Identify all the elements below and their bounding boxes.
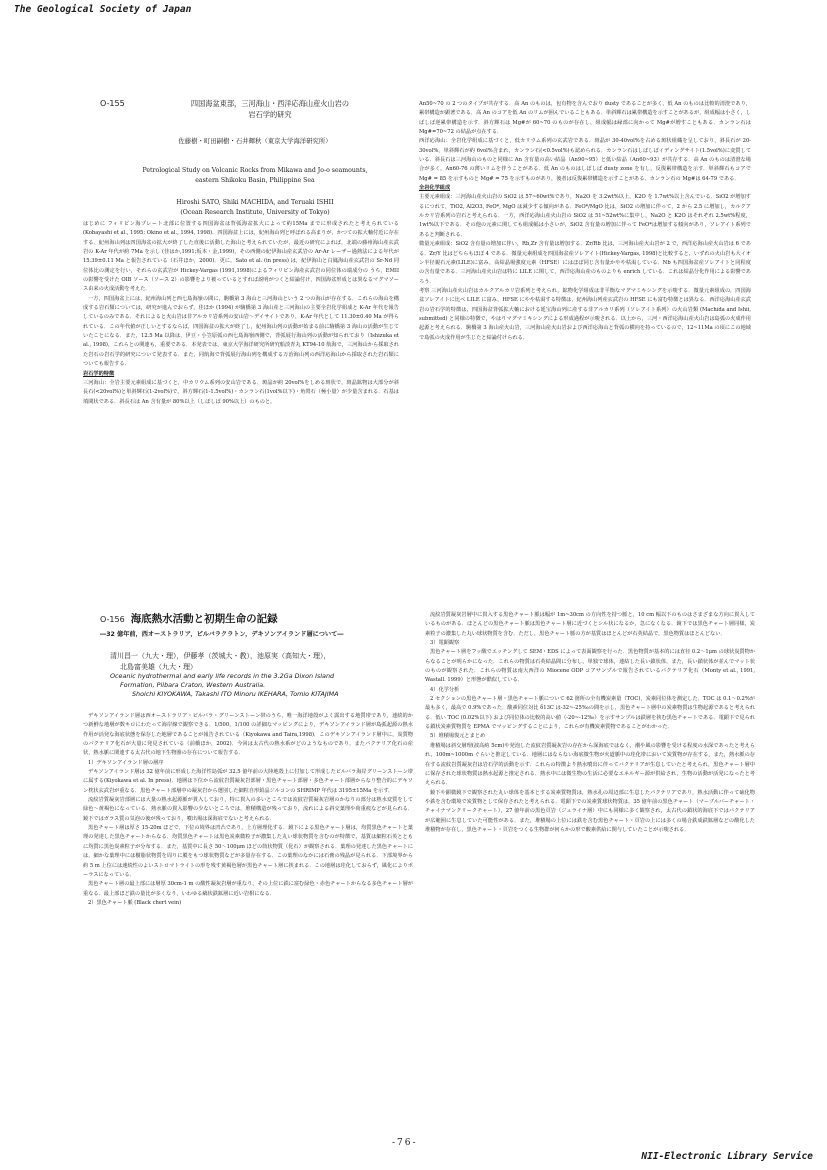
o156-authors-en: Shoichi KIYOKAWA, Takashi ITO Minoru IKEHARA, Tomio KITAJIMA xyxy=(132,690,339,698)
o156-subheading: 5）堆積場復元とまとめ xyxy=(430,733,486,740)
o155-paragraph: 一方，四国海盆上には，紀州海山列と西七島海嶺の間に，駒橋第 3 海山と三河海山という 2 つの海山が存在する．これらの海山を構成する岩石類については，研究が進んでおらず，佳ほか (1994) が駒橋第 3 海山産と三河海山の主要全岩化学組成と K-Ar 年代を報告しているのみである．それによると火山岩は非アルカリ岩系列の安山岩～デイサイトであり，K-Ar 年代として 11.30±0.40 Ma が得られている．この年代値が正しいとするならば，四国海盆の拡大が終了し，紀州海山列の活動が始まる前に駒橋第 3 海山の活動が生じていたことになる．また，12.5 Ma 以降は，伊豆・小笠原弧の西七島海嶺西側で，背弧展行海山列の活動が知られており（Ishizuka et al., 1998)，これらとの関連も，重要である．本発表では，東京大学海洋研究所研究船淡青丸 KT94-10 航海で，三河海山から採取された岩石の岩石学的研究について発表する．また，同航海で背弧展行海山列を構成する万治海山列の西洋応海山から採取された岩石類についても報告する． xyxy=(83,295,399,368)
o155-paragraph: An50~70 の 2 つのタイプが共存する．高 An のものは，包有物を含んでおり dusty であることが多く，低 An のものは比較的清澄であり，累帯構造が顕著である．高 An のコアを低 An のリムが囲んでいることもある．単斜輝石は累帯構造を示すことがあるが，組成幅は小さく，しばしば逆累帯構造を示す．斜方輝石は Mg#が 60~70 のものが存在し，組成幅は縁部に向かって Mg#が増すこともある．カンラン石は Mg#=70~72 の結晶が点在する． xyxy=(419,101,751,136)
o155-title-line1: 四国海盆東部，三河海山・西洋応海山産火山岩の xyxy=(190,99,350,108)
o156-title-block xyxy=(100,613,410,641)
o156-paragraph: 黒色チャート層は厚さ 15-20m ほどで，下位の境界は凹凸であり，上方層理化する．鏡下による黒色チャート層は，均質黒色チャートと葉理の発達した黒色チャートからなる．均質黒色チャートは黒色炭素微粒子が濃集した丸い球状物質を含むのが特徴で，基質は細粒石英とともに均質に黒色炭素粒子が分布する．また，基質中に長さ 50～100μm ほどの筒状物質（化石）が観察される．葉理の発達した黒色チャートには，細かな葉理中には樹脂状物質を周りに膜をもつ球状物質などが多量存在する．この葉理のなかには石膏の残晶が見られる．下部境界から約 5 m 上位には速続性のよいストロマトライトの形を残す黄褐色層が黒色チャート層に挟まれる．この地層は珪化しておらず，風化によりボーラスになっている． xyxy=(83,825,413,878)
o156-subheading: 2）黒色チャート脈 (Black chert vein) xyxy=(88,899,182,906)
o155-left-column xyxy=(83,220,399,540)
o156-left-column xyxy=(83,712,413,1124)
o155-authors-jp xyxy=(110,136,400,147)
society-header: The Geological Society of Japan xyxy=(14,4,192,15)
o156-subheading: 3）電顕観察 xyxy=(430,640,460,647)
o155-paragraph: 三河海山：全岩主要元素組成に基づくと，中カリウム系列の安山岩である．斑晶が約 20vol%をしめる斑状で，斑晶鉱物は大部分が斜長石(<20vol%)と単斜輝石(1-2vol%)で，斜方輝石(1-1.5vol%)・カンラン石(1vol%以下)・角閃石（極小量）が少量含まれる．石基は填間状である．斜長石は An 含有量が 80%以上（しばしば 90%以上）のものと， xyxy=(83,379,399,405)
o156-paragraph: 鏡下や顕微鏡下で観察された丸い球体を基本とする炭素質物質は，熱水孔の周辺部に生息したバクテリアであり，熱水活動に伴って硫化物や鉄を含む環境で炭質物として保存されたと考えられる．電顕下での炭素質球状物質は，35 億年前の黒色チャート（マーブルバーチャート・チャイナマンクリークチャート），27 億年前の黒色頁岩（ジュライナ層）中にも同様に多く観察され，太古代の鎖状的海底下ではバクテリアが広範囲に生息していた可能性がある．また，堆積場の上位には鉄を含む黒色チャート・頁岩の上には多くの場合鉄成鉄鉱層などの酸化した堆積物が存在し，黒色チャート・頁岩をつくる生物群が何らかの形で酸素供給に関与していたことが示唆される． xyxy=(425,789,755,833)
o155-right-column xyxy=(419,100,751,510)
o155-authors-en-text: Hiroshi SATO, Shiki MACHIDA, and Teruaki ISHII xyxy=(176,199,334,206)
o156-authors-jp-line1: 清川昌一（九大・理），伊藤孝（茨城大・教），池原実（高知大・理）， xyxy=(110,652,331,660)
o156-paragraph: デキソンアイランド層は西オーストラリア・ピルバラ・グリーンストーン帯のうち，唯一海洋地殻がよく露出する地質帯であり，連続的かつ新鮮な地層が数キロにわたって海岸線で観察できる．1/500，1/100 の詳細なマッピングにより，デキソンアイランド層が島弧起源の熱水作用が活発な海底状態を保存した地層であることが報告されている（Kiyokawa and Taira,1998)．このデキソンアイランド層中に，炭質物のバクテリア化石が大量に発見されている（前橋ほか，2002)．今回は太古代の熱水系がどのようなものであり，またバクテリア化石の産状，熱水脈に関連する太古代の地下生物圏の存在について報告する． xyxy=(83,713,413,757)
o155-title-line2: 岩石学的研究 xyxy=(248,110,292,119)
o155-subheading: 全岩化学組成 xyxy=(419,185,451,192)
o156-title-line1: 海底熱水活動と初期生命の記録 xyxy=(130,613,278,625)
o155-paragraph: はじめに フィリピン海プレート北部に位置する四国海盆は背弧海盆拡大によって約15Ma までに形成されたと考えられている (Kobayashi et al., 1995; Okino et al., 1994, 1998)．四国海盆上には，紀州海山列と呼ばれる高まりが，かつての拡大軸付近に存在する．紀州海山列は四国海盆の拡大が終了した直後に活動した海山と考えられていたが，最近の研究によれば，北端の藤州海山産玄武岩の K-Ar 年代が約 7Ma を示し (佳はか,1991;坂本・金,1999)，その西側の紀伊海山産玄武岩の Ar-Ar レーザー過熱法による年代が 15.39±0.11 Ma と報告されている（石井ほか，2000)．更に，Sato et al. (in press) は，紀伊海山と白鳳海山産玄武岩の Sr-Nd 同位体比の測定を行い，それらの玄武岩が Hickey-Vargas (1991,1998)によるフィリピン海産玄武岩の同位体の端成分の うち，EMII の影響を受けた OIB ソース（ソース 2）の影響をより被っているとすれば説明がつくと結論付け，四国海盆形成とは異なるマグマソース由来の火成活動を考えた． xyxy=(83,221,399,293)
o156-english-title xyxy=(110,672,410,699)
o155-paragraph: 微量元素組成：SiO2 含有量の増加に伴い，Rb,Zr 含有量は増加する．Zr/Rb 比は，三河海山産火山岩が 2 で，西洋応海山産火山岩は 6 である．Zr/Y 比はどちらもほぼ 4 である．微量元素組成を四国海盆産ソレアイト(Hickey-Vargas, 1998)と比較すると，いずれの火山岩も大イオン半径親石元素(LILE)に富み，高結晶場強度元素（HFSE）にはほぼ同じ含有量かやや枯渇している．Nb も四国海盆産ソレアイトと同程度の含有量である．三河海山産火山岩は特に LILE に関して，西洋応海山産のものよりも enrich している．これは結晶分化作用による影響であろう． xyxy=(419,241,751,285)
o156-title-line2: ―32 億年前，西オーストラリア，ピルバラクラトン，デキソンアイランド層について― xyxy=(100,630,344,638)
o156-paragraph: 堆積場は斜交層理(波高約 5cm)や発泡した流紋岩質凝灰岩の存在から深海底ではなく，潮や風の影響を受ける程度の水深であったと考えられ，100m~1000m ぐらいと推定している．地層にはならない海底微生物が火道脈中の珪化帯において炭質物が存在する，また，熱水脈の存在する流紋岩質凝灰岩は岩石学的活動を示す．これらの特徴より熱水噴出に伴ってバクテリアが生息していたと考えられ，黒色チャート層中に保存された球状物質は熱水起源と推定される．熱水中には微生物の生活に必要なエネルギー源が供給され，生物の活動が活発になったと考えられる． xyxy=(425,742,755,787)
o155-code: O-155 xyxy=(100,99,125,108)
o155-title-en xyxy=(110,166,400,185)
o155-paragraph: 主要元素組成：三河海山産火山岩の SiO2 は 57~60wt%であり，Na2O を 3.2wt%以上，K2O を 1.7wt%以上含んでいる．SiO2 が増加するにつれて，TiO2, Al2O3, FeO*, MgO は減少する傾向がある．FeO*/MgO 比は，SiO2 の増加に伴って，2 から 2.5 に増加し，カルクアルカリ岩系列の岩石と考えられる．一方，西洋応海山産火山岩の SiO2 は 51~52wt%に集中し，Na2O と K2O はそれぞれ 2.5wt%程度，1wt%以下である．その他の元素に関しても組成幅は小さいが，SiO2 含有量の増加に伴って FeO*は増加する傾向があり，ソレアイト系列であると判断される． xyxy=(419,194,751,238)
o156-authors-jp-line2: 北島富美雄（九大・理） xyxy=(120,662,197,671)
o156-paragraph: 流紋岩質凝灰岩部層には大量の熱水起源脈が貫入しており，特に貫入の多いところでは流紋岩質凝灰岩層のかなりの部分は熱水変質をして緑色～黄褐色になっている．熱水脈の貫入影響の少ないところでは，堆積構造が残っており，流れによる斜交葉理や荷重痕などが見られる．鏡下ではガラス質の気泡の後が残っており，噴出場は深海底でないと考えられる． xyxy=(83,797,413,822)
o155-subheading: 岩石学的特徴 xyxy=(83,370,115,377)
o156-code: O-156 xyxy=(100,615,125,624)
o155-title-en-line1: Petrological Study on Volcanic Rocks from Mikawa and Jo-o seamounts, xyxy=(142,167,368,174)
o155-authors-en xyxy=(110,198,400,217)
o156-authors-jp xyxy=(110,651,410,672)
o156-title-en-line1: Oceanic hydrothermal and early life records in the 3.2Ga Dixon Island xyxy=(110,672,335,680)
o155-authors-jp-text: 佐藤樹・町田嗣樹・石井輝秋（東京大学海洋研究所） xyxy=(178,137,332,145)
o156-title-en-line2: Formation, Pilbara Craton, Western Australia. xyxy=(120,681,266,689)
page-number: -76- xyxy=(392,1138,418,1148)
o156-paragraph: 2 セクションの黒色チャート層・黒色チャート脈について 62 箇所の全有機炭素量（TOC)，炭素同位体を測定した．TOC は 0.1～0.2%が最も多く，最高で 0.9%であった．酸素同位対比 δ13C は-32~-25‰の間を示し，黒色チャート層中の炭素物質は生物起源であると考えられる．低い TOC (0.02%以下) および同位体の比較的高い値（-20~-12‰）を示すサンプルは鉄層を挟む黒色チャートである．電顕下で見られる鎖状炭素質物質を EPMA でマッピングすることにより，これらが有機炭素質物であることがわかった． xyxy=(425,696,755,731)
o156-paragraph: 流紋岩質凝灰岩層中に貫入する黒色チャート脈は幅が 1m~30cm の方向性を持つ脈と，10 cm 幅以下のものはさまざまな方向に貫入しているものがある．ほとんどの黒色チャート脈は黒色チャート層に近づくとシル状になるか，急になくなる．鏡下では黒色チャート層同様，炭素粒子の濃集した丸い球状物質を含む．ただし，黒色チャート脈の方が基質はほとんどが石英結晶で，黒色物質はほとんどない． xyxy=(425,612,755,637)
o155-title-en-line2: eastern Shikoku Basin, Philippine Sea xyxy=(195,176,315,184)
library-service-footer: NII-Electronic Library Service xyxy=(641,1151,813,1162)
o156-paragraph: 黒色チャート層の最上部には層厚 30cm-1 m の酸性凝灰岩層が重なり，その上位に鉄に富む緑色・赤色チャートからなる多色チャート層が重なる．最上部ほど鉄の量比が多くなり，いわゆる縞状鉄鉱層に近い岩相になる． xyxy=(83,881,413,897)
o155-title-block xyxy=(100,98,400,120)
o155-paragraph: 考察 三河海山産火山岩はカルクアルカリ岩系列と考えられ，鉱物化学組成は非平衡なマグマミキシングを示唆する．微量元素組成の，四国海盆ソレアイトに比べ LILE に富み，HFSE にやや枯渇する特徴は，紀州海山列産玄武岩の HFSE にも富む特徴とは異なる．西洋応海山産玄武岩の岩石学的特徴は，四国海盆背弧拡大軸における延宝海山列に産する非アルカリ系列（ソレアイト系列）の火山岩類 (Machida and Ishii, submitted) と同様の特徴で，やはりマグマミキシングによる形成過程が示唆される．以上から，三河・西洋応海山産火山岩は島弧の火成作用起源と考えられる．駒橋第 3 海山産火山岩，三河海山産火山岩および西洋応海山と背弧の横向を持っているので，12~11Ma の頃にこの地域で島弧の火成作用が生じたと結論付けられる． xyxy=(419,287,751,341)
o155-paragraph: 西洋応海山：全岩化学組成に基づくと，低カリウム系列の玄武岩である．斑晶が 30-40vol%を占める斑状組織を呈しており，斜長石が 20-30vol%，単斜輝石が約 6vol%含まれ，カンラン石(<0.5vol%)も認められる．カンラン石はしばしばイディングサイト(1.5vol%)に変質している．斜長石は三河海山のものと同様に An 含有量の高い結晶（An90~95）と低い結晶（An60~93）が共存する．高 An のものは清澄な場合が多く，An60-76 の薄いリムを伴うことがある．低 An のものはしばしば dusty zone を有し，反復累帯構造を示す．単斜輝石もコアで Mg# = 85 を示すものと Mg# = 75 を示すものがあり，後者は反復累帯構造を示すことがある．カンラン石の Mg#は 64-79 である． xyxy=(419,138,751,182)
o156-paragraph: デキソンアイランド層は 32 億年前に形成した海洋性島弧が 32.5 億年前の大陸地殻上に付加して形成したピルバラ海岸グリーンストーン帯に属する(Kiyokawa et al. In press)．地層は下位から流紋岩質凝灰岩部層・黒色チャート部層・多色チャート部層からなり整合的にデキソン枕状玄武岩が重なる．黒色チャート部層中の凝灰岩から選別した細粒自形鉛晶ジルコンの SHRIMP 年代は 3195±15Ma を示す． xyxy=(83,769,413,794)
o156-subheading: 1）デキソンアイランド層の層序 xyxy=(88,759,164,766)
o156-subheading: 4）化学分析 xyxy=(430,686,460,693)
o155-affiliation-en: (Ocean Research Institute, University of Tokyo) xyxy=(180,208,330,216)
o156-paragraph: 黒色チャート層をフッ酸でエッチングして SEM・EDS によって表面観察を行った．黒色物質が基本的には直径 0.2～1μm の球状炭質物からなることが明らかになった．これらの物質は石英結晶間に分布し，単独で球体，連結した長い鎖状体，また，長い鎖状体が並んでマット状のものが観察された．これらの物質は南大西洋の Miocene ODP コアサンプルで報告されているバクテリア化石（Monty et al., 1991, Wastall. 1999）と形態が酷似している． xyxy=(425,649,755,684)
o156-right-column xyxy=(425,611,755,1129)
